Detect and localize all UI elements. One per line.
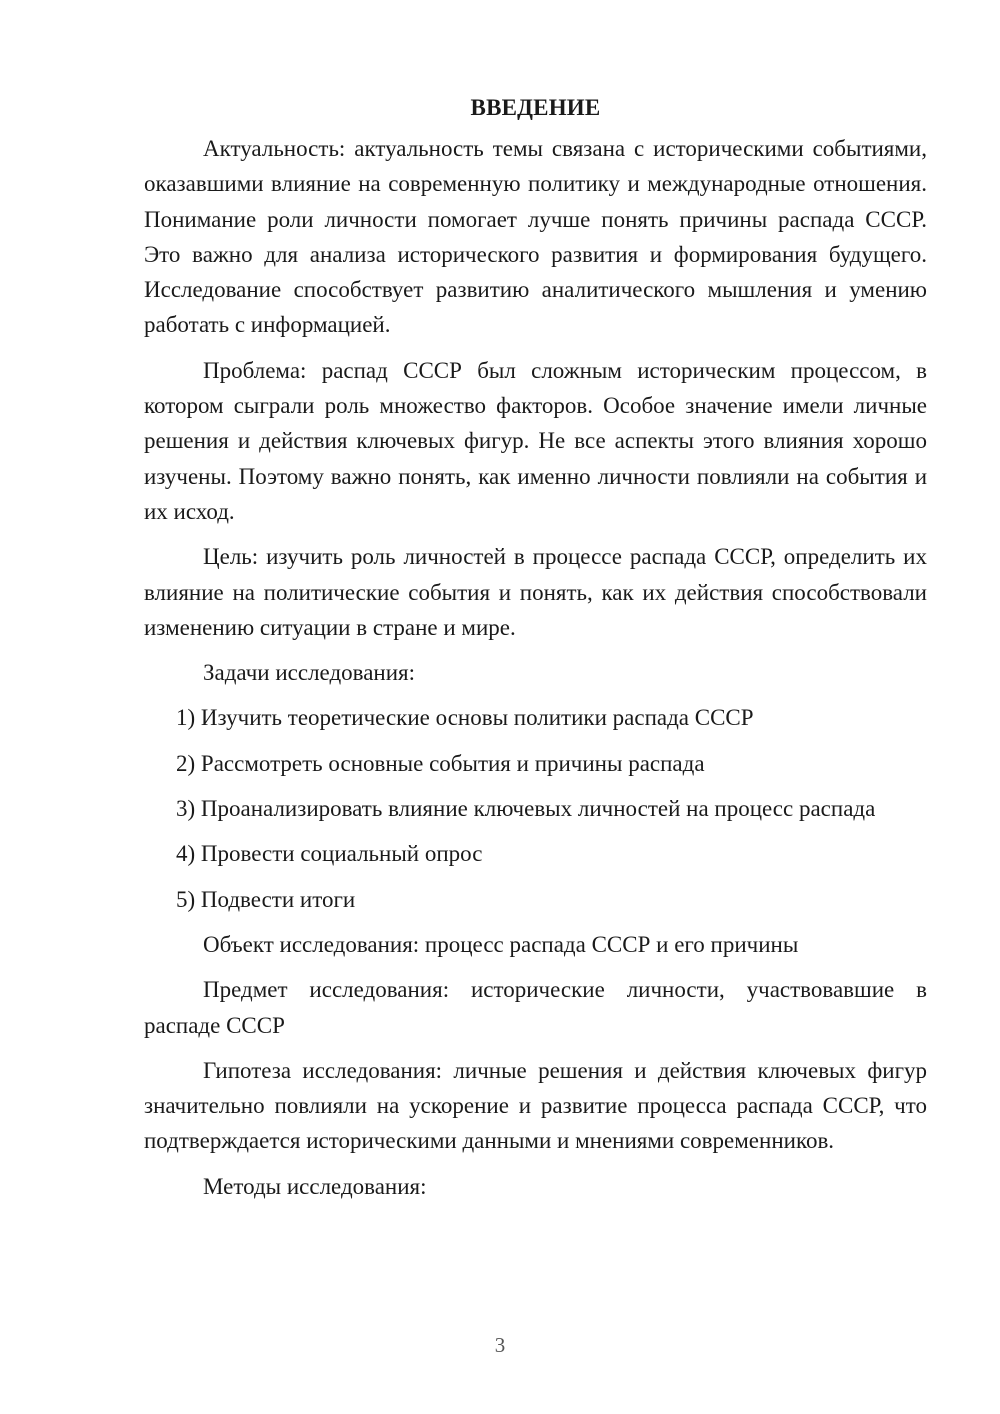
subject-paragraph: Предмет исследования: исторические личности, участвовавшие в распаде СССР: [144, 977, 927, 1038]
methods-label: Методы исследования:: [203, 1173, 427, 1199]
problem-paragraph: Проблема: распад СССР был сложным историческим процессом, в котором сыграли роль множество факторов. Особое значение имели личные решения и действия ключевых фигур. Не все аспекты этого влияния хорошо изучены. Поэтому важно понять, как именно личности повлияли на события и их исход.: [144, 357, 927, 524]
object-paragraph: Объект исследования: процесс распада СССР и его причины: [203, 931, 799, 957]
list-item: 2) Рассмотреть основные события и причины распада: [176, 750, 705, 776]
goal-paragraph: Цель: изучить роль личностей в процессе распада СССР, определить их влияние на политические события и понять, как их действия способствовали изменению ситуации в стране и мире.: [144, 544, 927, 640]
list-item: 4) Провести социальный опрос: [176, 841, 483, 867]
list-item: 1) Изучить теоретические основы политики распада СССР: [176, 705, 754, 731]
tasks-label: Задачи исследования:: [203, 660, 416, 686]
tasks-list: [144, 700, 927, 916]
relevance-paragraph: Актуальность: актуальность темы связана с историческими событиями, оказавшими влияние на современную политику и международные отношения. Понимание роли личности помогает лучше понять причины распада СССР. Это важно для анализа исторического развития и формирования будущего. Исследование способствует развитию аналитического мышления и умению работать с информацией.: [144, 136, 927, 338]
page-title: ВВЕДЕНИЕ: [470, 95, 601, 120]
list-item: 5) Подвести итоги: [176, 886, 356, 912]
list-item: 3) Проанализировать влияние ключевых личностей на процесс распада: [176, 796, 876, 822]
page-number: 3: [494, 1333, 506, 1357]
document-page: [144, 90, 927, 1214]
hypothesis-paragraph: Гипотеза исследования: личные решения и действия ключевых фигур значительно повлияли на ускорение и развитие процесса распада СССР, что подтверждается историческими данными и мнениями современников.: [144, 1057, 927, 1154]
